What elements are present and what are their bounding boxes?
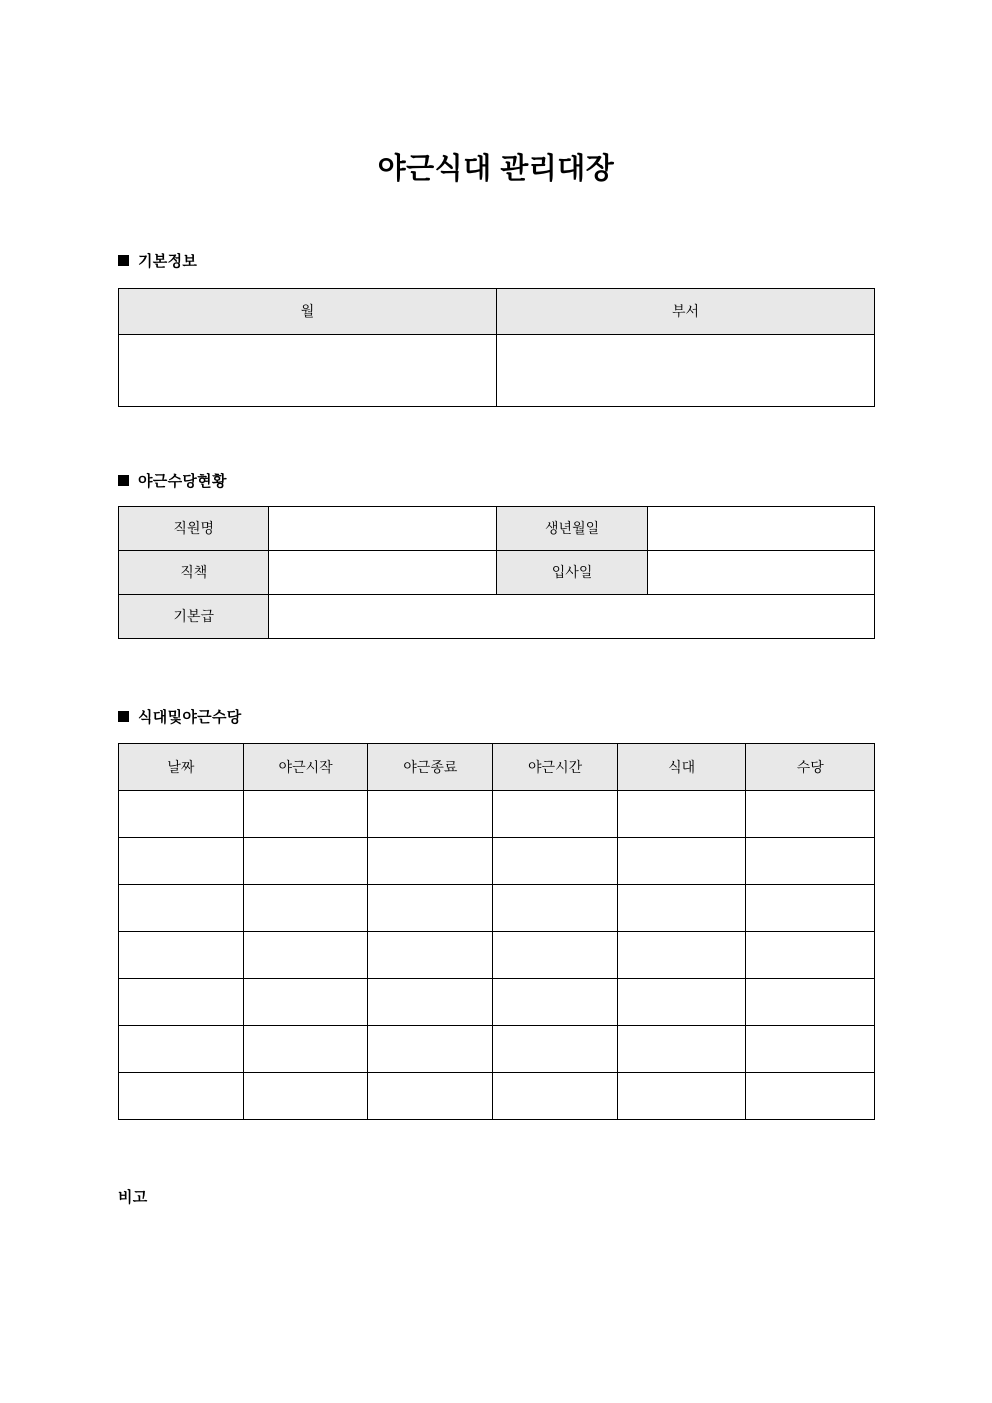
- square-bullet-icon: [118, 255, 129, 266]
- cell-date[interactable]: [119, 979, 244, 1026]
- section-heading-basic-info: [118, 250, 197, 271]
- cell-overtime-end[interactable]: [368, 838, 493, 885]
- square-bullet-icon: [118, 475, 129, 486]
- column-header-date: 날짜: [119, 744, 244, 791]
- cell-date[interactable]: [119, 791, 244, 838]
- cell-allowance[interactable]: [746, 1026, 875, 1073]
- cell-overtime-hours[interactable]: [493, 791, 618, 838]
- input-cell-hire-date[interactable]: [648, 551, 875, 595]
- cell-overtime-start[interactable]: [243, 1026, 368, 1073]
- cell-overtime-end[interactable]: [368, 1073, 493, 1120]
- section-heading-meal-overtime: [118, 706, 242, 727]
- remarks-label: 비고: [118, 1189, 148, 1206]
- cell-allowance[interactable]: [746, 885, 875, 932]
- column-header-overtime-hours: 야근시간: [493, 744, 618, 791]
- cell-meal-expense[interactable]: [617, 885, 746, 932]
- cell-overtime-end[interactable]: [368, 1026, 493, 1073]
- cell-meal-expense[interactable]: [617, 1026, 746, 1073]
- cell-overtime-start[interactable]: [243, 838, 368, 885]
- section-heading-label: 기본정보: [138, 253, 198, 270]
- table-row: [119, 979, 875, 1026]
- overtime-status-table: [118, 506, 875, 639]
- cell-overtime-end[interactable]: [368, 885, 493, 932]
- cell-overtime-start[interactable]: [243, 885, 368, 932]
- cell-allowance[interactable]: [746, 932, 875, 979]
- column-header-month: 월: [119, 289, 497, 335]
- table-row: [119, 885, 875, 932]
- table-row: [119, 507, 875, 551]
- cell-allowance[interactable]: [746, 1073, 875, 1120]
- input-cell-base-salary[interactable]: [269, 595, 875, 639]
- cell-overtime-hours[interactable]: [493, 932, 618, 979]
- table-row: [119, 838, 875, 885]
- section-heading-overtime-status: [118, 470, 227, 491]
- cell-date[interactable]: [119, 1073, 244, 1120]
- cell-overtime-start[interactable]: [243, 932, 368, 979]
- cell-date[interactable]: [119, 838, 244, 885]
- column-header-meal-expense: 식대: [617, 744, 746, 791]
- cell-date[interactable]: [119, 932, 244, 979]
- cell-date[interactable]: [119, 885, 244, 932]
- cell-overtime-end[interactable]: [368, 979, 493, 1026]
- cell-overtime-start[interactable]: [243, 979, 368, 1026]
- cell-meal-expense[interactable]: [617, 838, 746, 885]
- row-label-hire-date: 입사일: [496, 551, 647, 595]
- column-header-allowance: 수당: [746, 744, 875, 791]
- cell-overtime-end[interactable]: [368, 932, 493, 979]
- input-cell-month[interactable]: [119, 335, 497, 407]
- table-header-row: [119, 289, 875, 335]
- section-heading-label: 식대및야근수당: [138, 709, 242, 726]
- cell-overtime-hours[interactable]: [493, 1073, 618, 1120]
- row-label-birth-date: 생년월일: [496, 507, 647, 551]
- cell-allowance[interactable]: [746, 791, 875, 838]
- table-row: [119, 1073, 875, 1120]
- meal-overtime-table: [118, 743, 875, 1120]
- input-cell-employee-name[interactable]: [269, 507, 497, 551]
- table-header-row: [119, 744, 875, 791]
- row-label-employee-name: 직원명: [119, 507, 269, 551]
- cell-overtime-start[interactable]: [243, 1073, 368, 1120]
- square-bullet-icon: [118, 711, 129, 722]
- cell-meal-expense[interactable]: [617, 979, 746, 1026]
- cell-overtime-hours[interactable]: [493, 885, 618, 932]
- cell-date[interactable]: [119, 1026, 244, 1073]
- page-title: 야근식대 관리대장: [377, 153, 615, 186]
- table-row: [119, 1026, 875, 1073]
- column-header-department: 부서: [497, 289, 875, 335]
- column-header-overtime-start: 야근시작: [243, 744, 368, 791]
- row-label-base-salary: 기본급: [119, 595, 269, 639]
- table-row: [119, 932, 875, 979]
- table-row: [119, 595, 875, 639]
- cell-allowance[interactable]: [746, 838, 875, 885]
- cell-allowance[interactable]: [746, 979, 875, 1026]
- cell-meal-expense[interactable]: [617, 791, 746, 838]
- cell-overtime-hours[interactable]: [493, 838, 618, 885]
- cell-overtime-start[interactable]: [243, 791, 368, 838]
- table-row: [119, 791, 875, 838]
- table-row: [119, 335, 875, 407]
- table-row: [119, 551, 875, 595]
- cell-overtime-hours[interactable]: [493, 979, 618, 1026]
- cell-overtime-end[interactable]: [368, 791, 493, 838]
- input-cell-birth-date[interactable]: [648, 507, 875, 551]
- cell-meal-expense[interactable]: [617, 932, 746, 979]
- column-header-overtime-end: 야근종료: [368, 744, 493, 791]
- input-cell-position[interactable]: [269, 551, 497, 595]
- cell-overtime-hours[interactable]: [493, 1026, 618, 1073]
- section-heading-label: 야근수당현황: [138, 473, 227, 490]
- input-cell-department[interactable]: [497, 335, 875, 407]
- basic-info-table: [118, 288, 875, 407]
- cell-meal-expense[interactable]: [617, 1073, 746, 1120]
- row-label-position: 직책: [119, 551, 269, 595]
